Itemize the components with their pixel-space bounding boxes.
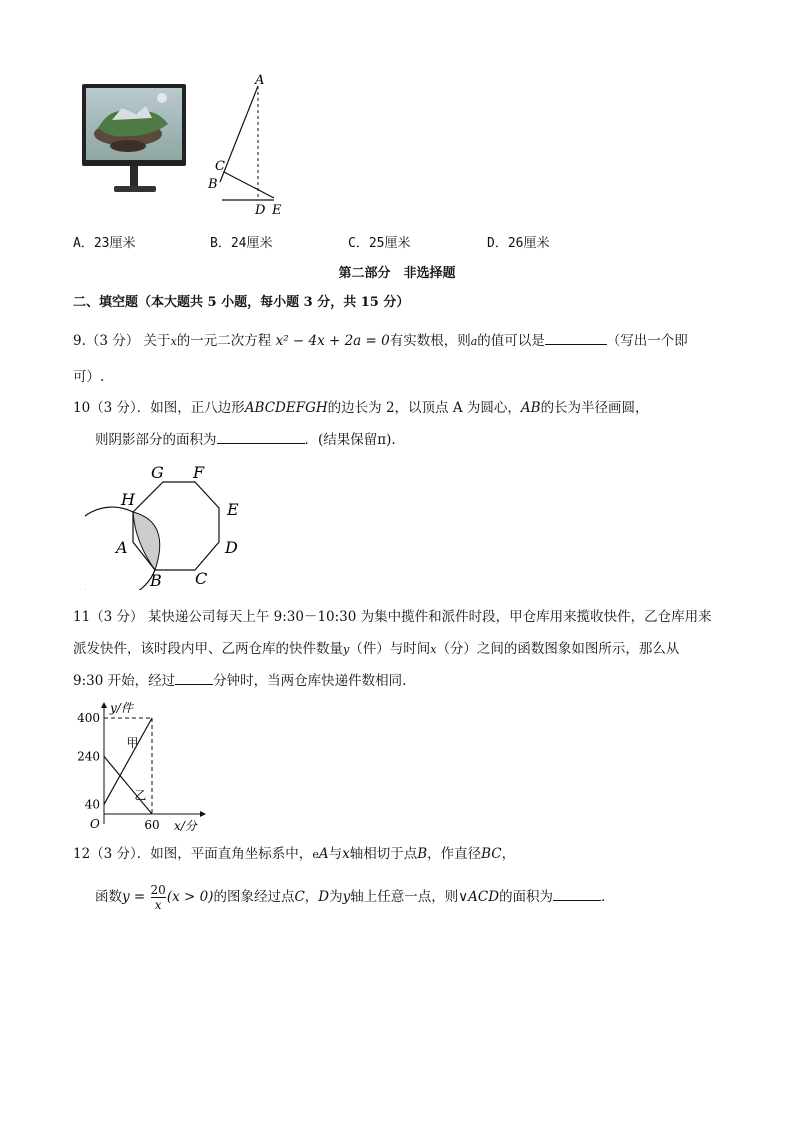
shaded-region	[133, 512, 160, 570]
y-tick-label: 400	[77, 711, 100, 725]
q12-line2: 函数y = $\frac{20}{x}$ (x > 0)的图象经过点C，D为y轴上任意一点，则∨ACD的面积为 ．	[95, 883, 615, 912]
octagon-figure	[85, 460, 255, 590]
q11-line3: 9:30 开始，经过 分钟时，当两仓库快递件数相同.	[73, 670, 406, 692]
x-tick-label: 60	[144, 818, 160, 832]
label-a: A	[116, 538, 128, 557]
label-c: C	[195, 569, 208, 588]
function-chart	[70, 700, 210, 836]
line-ab	[220, 86, 258, 182]
y-axis-label: y/件	[110, 701, 133, 715]
choice-d[interactable]: D．26厘米	[487, 236, 550, 251]
label-f: F	[193, 463, 205, 482]
q9-answer-blank[interactable]	[545, 330, 607, 345]
q10-answer-blank[interactable]	[217, 429, 305, 444]
q9-line2: 可）.	[73, 369, 105, 385]
series-line-2	[104, 756, 152, 814]
q10-line1: 10（3 分）．如图，正八边形ABCDEFGH的边长为 2，以顶点 A 为圆心，AB的长为半径画圆，	[73, 400, 649, 416]
section-title: 二、填空题（本大题共 5 小题，每小题 3 分，共 15 分）	[73, 295, 410, 310]
series-label-yi: 乙	[134, 788, 147, 803]
origin-label: O	[90, 817, 100, 831]
part2-title: 第二部分 非选择题	[338, 266, 456, 281]
label-e: E	[227, 500, 239, 519]
label-e: E	[272, 203, 282, 218]
q9-line1: 9.（3 分） 关于x的一元二次方程 x² − 4x + 2a = 0有实数根，则a的值可以是 （写出一个即	[73, 330, 688, 353]
y-tick-label: 40	[84, 797, 100, 812]
label-b: B	[208, 177, 218, 192]
monitor-image	[82, 84, 186, 200]
q11-answer-blank[interactable]	[175, 670, 213, 685]
fraction: $\frac{20}{x}$	[150, 883, 166, 912]
q11-line1: 11（3 分） 某快递公司每天上午 9:30－10:30 为集中揽件和派件时段，甲仓库用来揽收快件，乙仓库用来	[73, 609, 712, 625]
label-g: G	[151, 463, 164, 482]
label-c: C	[215, 159, 225, 174]
label-d: D	[255, 203, 266, 218]
label-b: B	[150, 571, 162, 590]
q10-line2: 则阴影部分的面积为 ．(结果保留π).	[95, 429, 396, 451]
y-axis-arrow	[101, 702, 107, 708]
triangle-figure	[200, 70, 300, 220]
x-axis-arrow	[200, 811, 206, 817]
label-h: H	[121, 490, 135, 509]
series-label-jia: 甲	[126, 735, 139, 750]
line-ce	[224, 172, 274, 198]
label-a: A	[255, 73, 265, 88]
x-axis-label: x/分	[174, 819, 197, 833]
q11-line2: 派发快件，该时段内甲、乙两仓库的快件数量y（件）与时间x（分）之间的函数图象如图所示，那么从	[73, 641, 680, 657]
y-tick-label: 240	[77, 749, 100, 764]
choice-b[interactable]: B．24厘米	[210, 236, 273, 251]
choice-c[interactable]: C．25厘米	[348, 236, 411, 251]
q12-line1: 12（3 分）．如图，平面直角坐标系中，eA与x轴相切于点B，作直径BC，	[73, 846, 516, 862]
label-d: D	[225, 538, 238, 557]
q12-answer-blank[interactable]	[553, 886, 601, 901]
choice-a[interactable]: A．23厘米	[73, 236, 136, 251]
